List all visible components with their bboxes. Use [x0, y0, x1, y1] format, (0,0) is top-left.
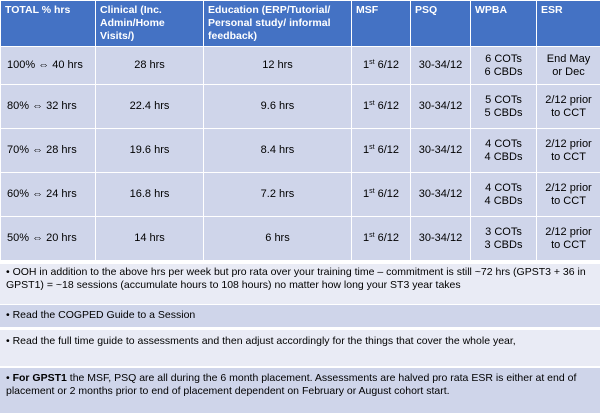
cell-total — [1, 85, 96, 129]
table-row — [1, 47, 600, 85]
cell-msf — [352, 129, 411, 173]
wpba-line: 4 CBDs — [484, 150, 523, 163]
cell-msf — [352, 47, 411, 85]
cell-clinical — [96, 173, 204, 217]
clinical-hours-text: 19.6 hrs — [129, 144, 170, 156]
esr-line: 2/12 prior — [545, 137, 592, 150]
wpba-line: 6 COTs — [485, 52, 522, 65]
cell-esr — [537, 217, 600, 261]
cell-psq — [411, 217, 471, 261]
total-hours-text: 70% ⇔ 28 hrs — [7, 144, 77, 156]
cell-education — [204, 47, 352, 85]
total-hours-text: 100% ⇔ 40 hrs — [7, 59, 83, 71]
cell-psq — [411, 129, 471, 173]
education-hours-text: 12 hrs — [262, 59, 293, 71]
cell-wpba — [471, 85, 537, 129]
esr-line: or Dec — [552, 65, 585, 78]
header-education: Education (ERP/Tutorial/ Personal study/ informal feedback) — [204, 1, 352, 47]
total-hours-text: 60% ⇔ 24 hrs — [7, 188, 77, 200]
total-hours-text: 80% ⇔ 32 hrs — [7, 100, 77, 112]
header-clinical: Clinical (Inc. Admin/Home Visits/) — [96, 1, 204, 47]
cell-total — [1, 217, 96, 261]
psq-text: 30-34/12 — [418, 59, 463, 71]
psq-text: 30-34/12 — [418, 100, 463, 112]
note-bullet: • — [6, 335, 13, 347]
cell-education — [204, 173, 352, 217]
cell-msf — [352, 173, 411, 217]
cell-total — [1, 129, 96, 173]
msf-ordinal-suffix: st — [369, 188, 375, 195]
msf-ordinal-suffix: st — [369, 232, 375, 239]
header-total: TOTAL % hrs — [1, 1, 96, 47]
header-msf: MSF — [352, 1, 411, 47]
header-row — [1, 1, 600, 47]
education-hours-text: 6 hrs — [265, 232, 290, 244]
total-hours-text: 50% ⇔ 20 hrs — [7, 232, 77, 244]
cell-esr — [537, 129, 600, 173]
cell-education — [204, 217, 352, 261]
esr-line: 2/12 prior — [545, 93, 592, 106]
wpba-line: 4 COTs — [485, 181, 522, 194]
clinical-hours-text: 28 hrs — [134, 59, 165, 71]
msf-ordinal-suffix: st — [369, 59, 375, 66]
cell-psq — [411, 173, 471, 217]
psq-text: 30-34/12 — [418, 188, 463, 200]
note-ooh — [0, 264, 600, 304]
note-text: the MSF, PSQ are all during the 6 month placement. Assessments are halved pro rata ESR is either at end of placement or 2 months prior to end of placement dependent on February or August cohort start. — [6, 372, 577, 397]
education-hours-text: 7.2 hrs — [260, 188, 295, 200]
psq-text: 30-34/12 — [418, 144, 463, 156]
cell-education — [204, 85, 352, 129]
cell-esr — [537, 85, 600, 129]
note-gpst1 — [0, 368, 600, 413]
cell-esr — [537, 47, 600, 85]
table-body — [1, 47, 600, 261]
wpba-line: 6 CBDs — [484, 65, 523, 78]
msf-period: 6/12 — [374, 144, 400, 156]
esr-line: to CCT — [551, 194, 586, 207]
clinical-hours-text: 16.8 hrs — [129, 188, 170, 200]
msf-period: 6/12 — [374, 59, 400, 71]
cell-total — [1, 173, 96, 217]
wpba-line: 5 CBDs — [484, 106, 523, 119]
cell-psq — [411, 85, 471, 129]
note-bullet: • — [6, 266, 13, 278]
note-cogped — [0, 305, 600, 327]
cell-msf — [352, 85, 411, 129]
cell-esr — [537, 173, 600, 217]
cell-wpba — [471, 47, 537, 85]
clinical-hours-text: 22.4 hrs — [129, 100, 170, 112]
msf-number: 1 — [362, 144, 370, 156]
esr-line: to CCT — [551, 150, 586, 163]
esr-line: 2/12 prior — [545, 181, 592, 194]
cell-clinical — [96, 47, 204, 85]
msf-number: 1 — [362, 232, 370, 244]
cell-msf — [352, 217, 411, 261]
note-bullet: • — [6, 309, 13, 321]
psq-text: 30-34/12 — [418, 232, 463, 244]
note-time-guide — [0, 330, 600, 366]
cell-clinical — [96, 85, 204, 129]
note-text: Read the full time guide to assessments and then adjust accordingly for the things that cover the whole year, — [12, 335, 516, 347]
msf-period: 6/12 — [374, 232, 400, 244]
clinical-hours-text: 14 hrs — [134, 232, 165, 244]
cell-education — [204, 129, 352, 173]
note-bold-text: For GPST1 — [12, 372, 67, 384]
cell-wpba — [471, 173, 537, 217]
education-hours-text: 9.6 hrs — [260, 100, 295, 112]
wpba-line: 4 CBDs — [484, 194, 523, 207]
cell-clinical — [96, 217, 204, 261]
header-psq: PSQ — [411, 1, 471, 47]
msf-ordinal-suffix: st — [369, 144, 375, 151]
note-text: Read the COGPED Guide to a Session — [12, 309, 196, 321]
cell-clinical — [96, 129, 204, 173]
header-esr: ESR — [537, 1, 600, 47]
msf-number: 1 — [362, 100, 370, 112]
esr-line: to CCT — [551, 238, 586, 251]
esr-line: to CCT — [551, 106, 586, 119]
note-bullet: • — [6, 372, 13, 384]
wpba-line: 5 COTs — [485, 93, 522, 106]
msf-ordinal-suffix: st — [369, 100, 375, 107]
msf-period: 6/12 — [374, 100, 400, 112]
header-wpba: WPBA — [471, 1, 537, 47]
cell-total — [1, 47, 96, 85]
esr-line: End May — [546, 52, 591, 65]
table-row — [1, 217, 600, 261]
cell-wpba — [471, 217, 537, 261]
table-row — [1, 85, 600, 129]
cell-psq — [411, 47, 471, 85]
education-hours-text: 8.4 hrs — [260, 144, 295, 156]
table-row — [1, 129, 600, 173]
msf-period: 6/12 — [374, 188, 400, 200]
cell-wpba — [471, 129, 537, 173]
msf-number: 1 — [362, 59, 370, 71]
esr-line: 2/12 prior — [545, 225, 592, 238]
table-row — [1, 173, 600, 217]
note-text: OOH in addition to the above hrs per week but pro rata over your training time – commitment is still ~72 hrs (GPST3 + 36 in GPST1) = ~18 sessions (accumulate hours to 108 hours) no matter how long your ST3 year takes — [6, 266, 586, 291]
wpba-line: 3 CBDs — [484, 238, 523, 251]
msf-number: 1 — [362, 188, 370, 200]
wpba-line: 4 COTs — [485, 137, 522, 150]
wpba-line: 3 COTs — [485, 225, 522, 238]
